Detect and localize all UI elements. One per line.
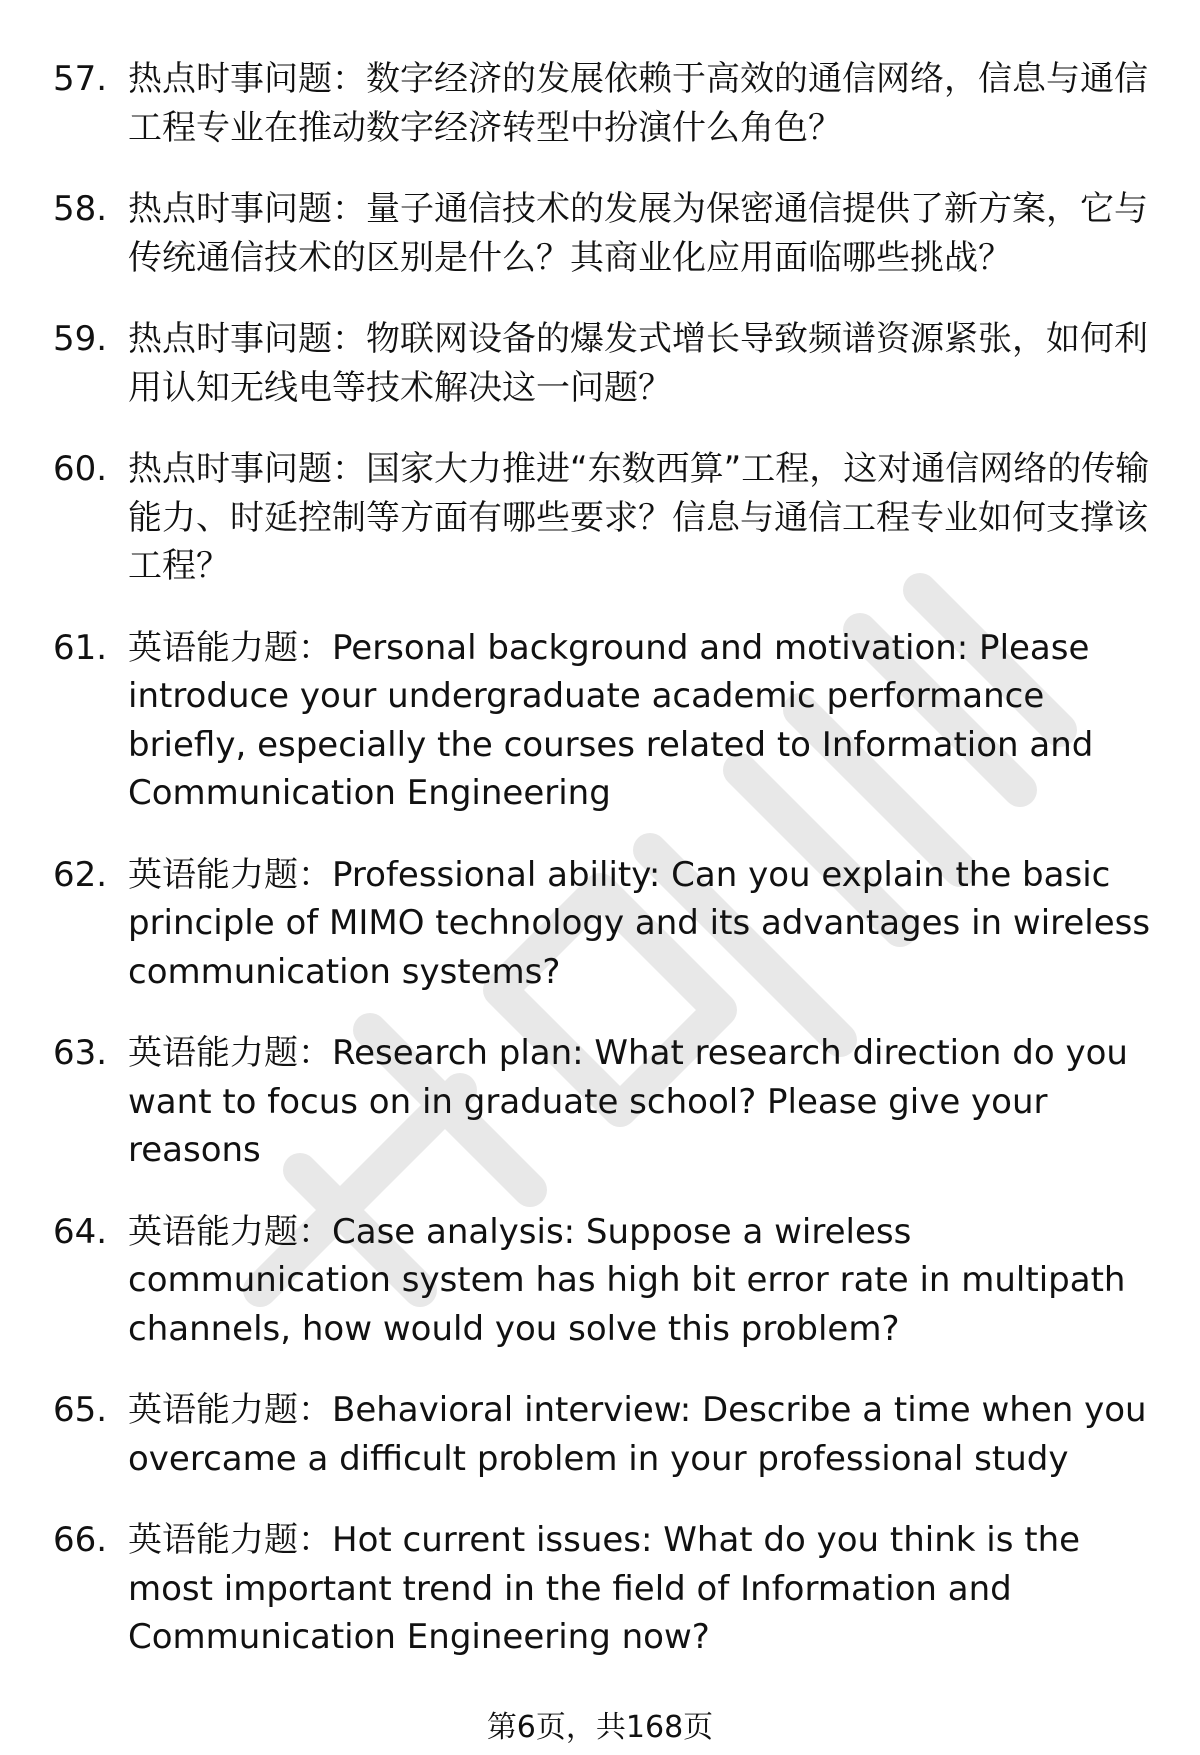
question-number: 63. <box>53 1033 108 1073</box>
list-item <box>0 445 1200 591</box>
question-number: 66. <box>53 1520 108 1560</box>
question-number: 65. <box>53 1390 108 1430</box>
question-list <box>0 55 1200 1695</box>
question-number: 64. <box>53 1211 108 1252</box>
list-item <box>0 55 1200 152</box>
question-number: 57. <box>53 59 108 99</box>
list-item <box>0 1516 1200 1662</box>
question-text: 热点时事问题：量子通信技术的发展为保密通信提供了新方案，它与传统通信技术的区别是什么？其商业化应用面临哪些挑战？ <box>128 189 1148 278</box>
question-text: 英语能力题：Professional ability: Can you explain the basic principle of MIMO technology and its advantages in wireless communication systems? <box>128 854 1151 992</box>
question-text: 热点时事问题：数字经济的发展依赖于高效的通信网络，信息与通信工程专业在推动数字经济转型中扮演什么角色？ <box>128 59 1148 148</box>
question-text: 英语能力题：Personal background and motivation: Please introduce your undergraduate academic performance briefly, especially the courses related to Information and Communication Engineering <box>128 627 1094 813</box>
list-item <box>0 1386 1200 1483</box>
question-number: 58. <box>53 189 108 229</box>
list-item <box>0 1208 1200 1354</box>
list-item <box>0 1029 1200 1175</box>
question-text: 英语能力题：Behavioral interview: Describe a time when you overcame a difficult problem in your professional study <box>128 1390 1147 1479</box>
question-number: 60. <box>53 449 108 489</box>
question-text: 英语能力题：Research plan: What research direction do you want to focus on in graduate school? Please give your reasons <box>128 1033 1128 1170</box>
page-footer: 第6页，共168页 <box>486 1710 714 1745</box>
list-item <box>0 624 1200 818</box>
question-number: 59. <box>53 319 108 359</box>
question-number: 61. <box>53 627 108 668</box>
question-number: 62. <box>53 854 108 895</box>
question-text: 热点时事问题：国家大力推进“东数西算”工程，这对通信网络的传输能力、时延控制等方面有哪些要求？信息与通信工程专业如何支撑该工程？ <box>128 449 1150 586</box>
question-text: 热点时事问题：物联网设备的爆发式增长导致频谱资源紧张，如何利用认知无线电等技术解决这一问题？ <box>128 319 1148 408</box>
question-text: 英语能力题：Case analysis: Suppose a wireless communication system has high bit error rate in multipath channels, how would you solve this problem? <box>128 1211 1126 1349</box>
question-text: 英语能力题：Hot current issues: What do you think is the most important trend in the field of Information and Communication Engineering now? <box>128 1520 1081 1657</box>
list-item <box>0 185 1200 282</box>
list-item <box>0 315 1200 412</box>
list-item <box>0 851 1200 997</box>
